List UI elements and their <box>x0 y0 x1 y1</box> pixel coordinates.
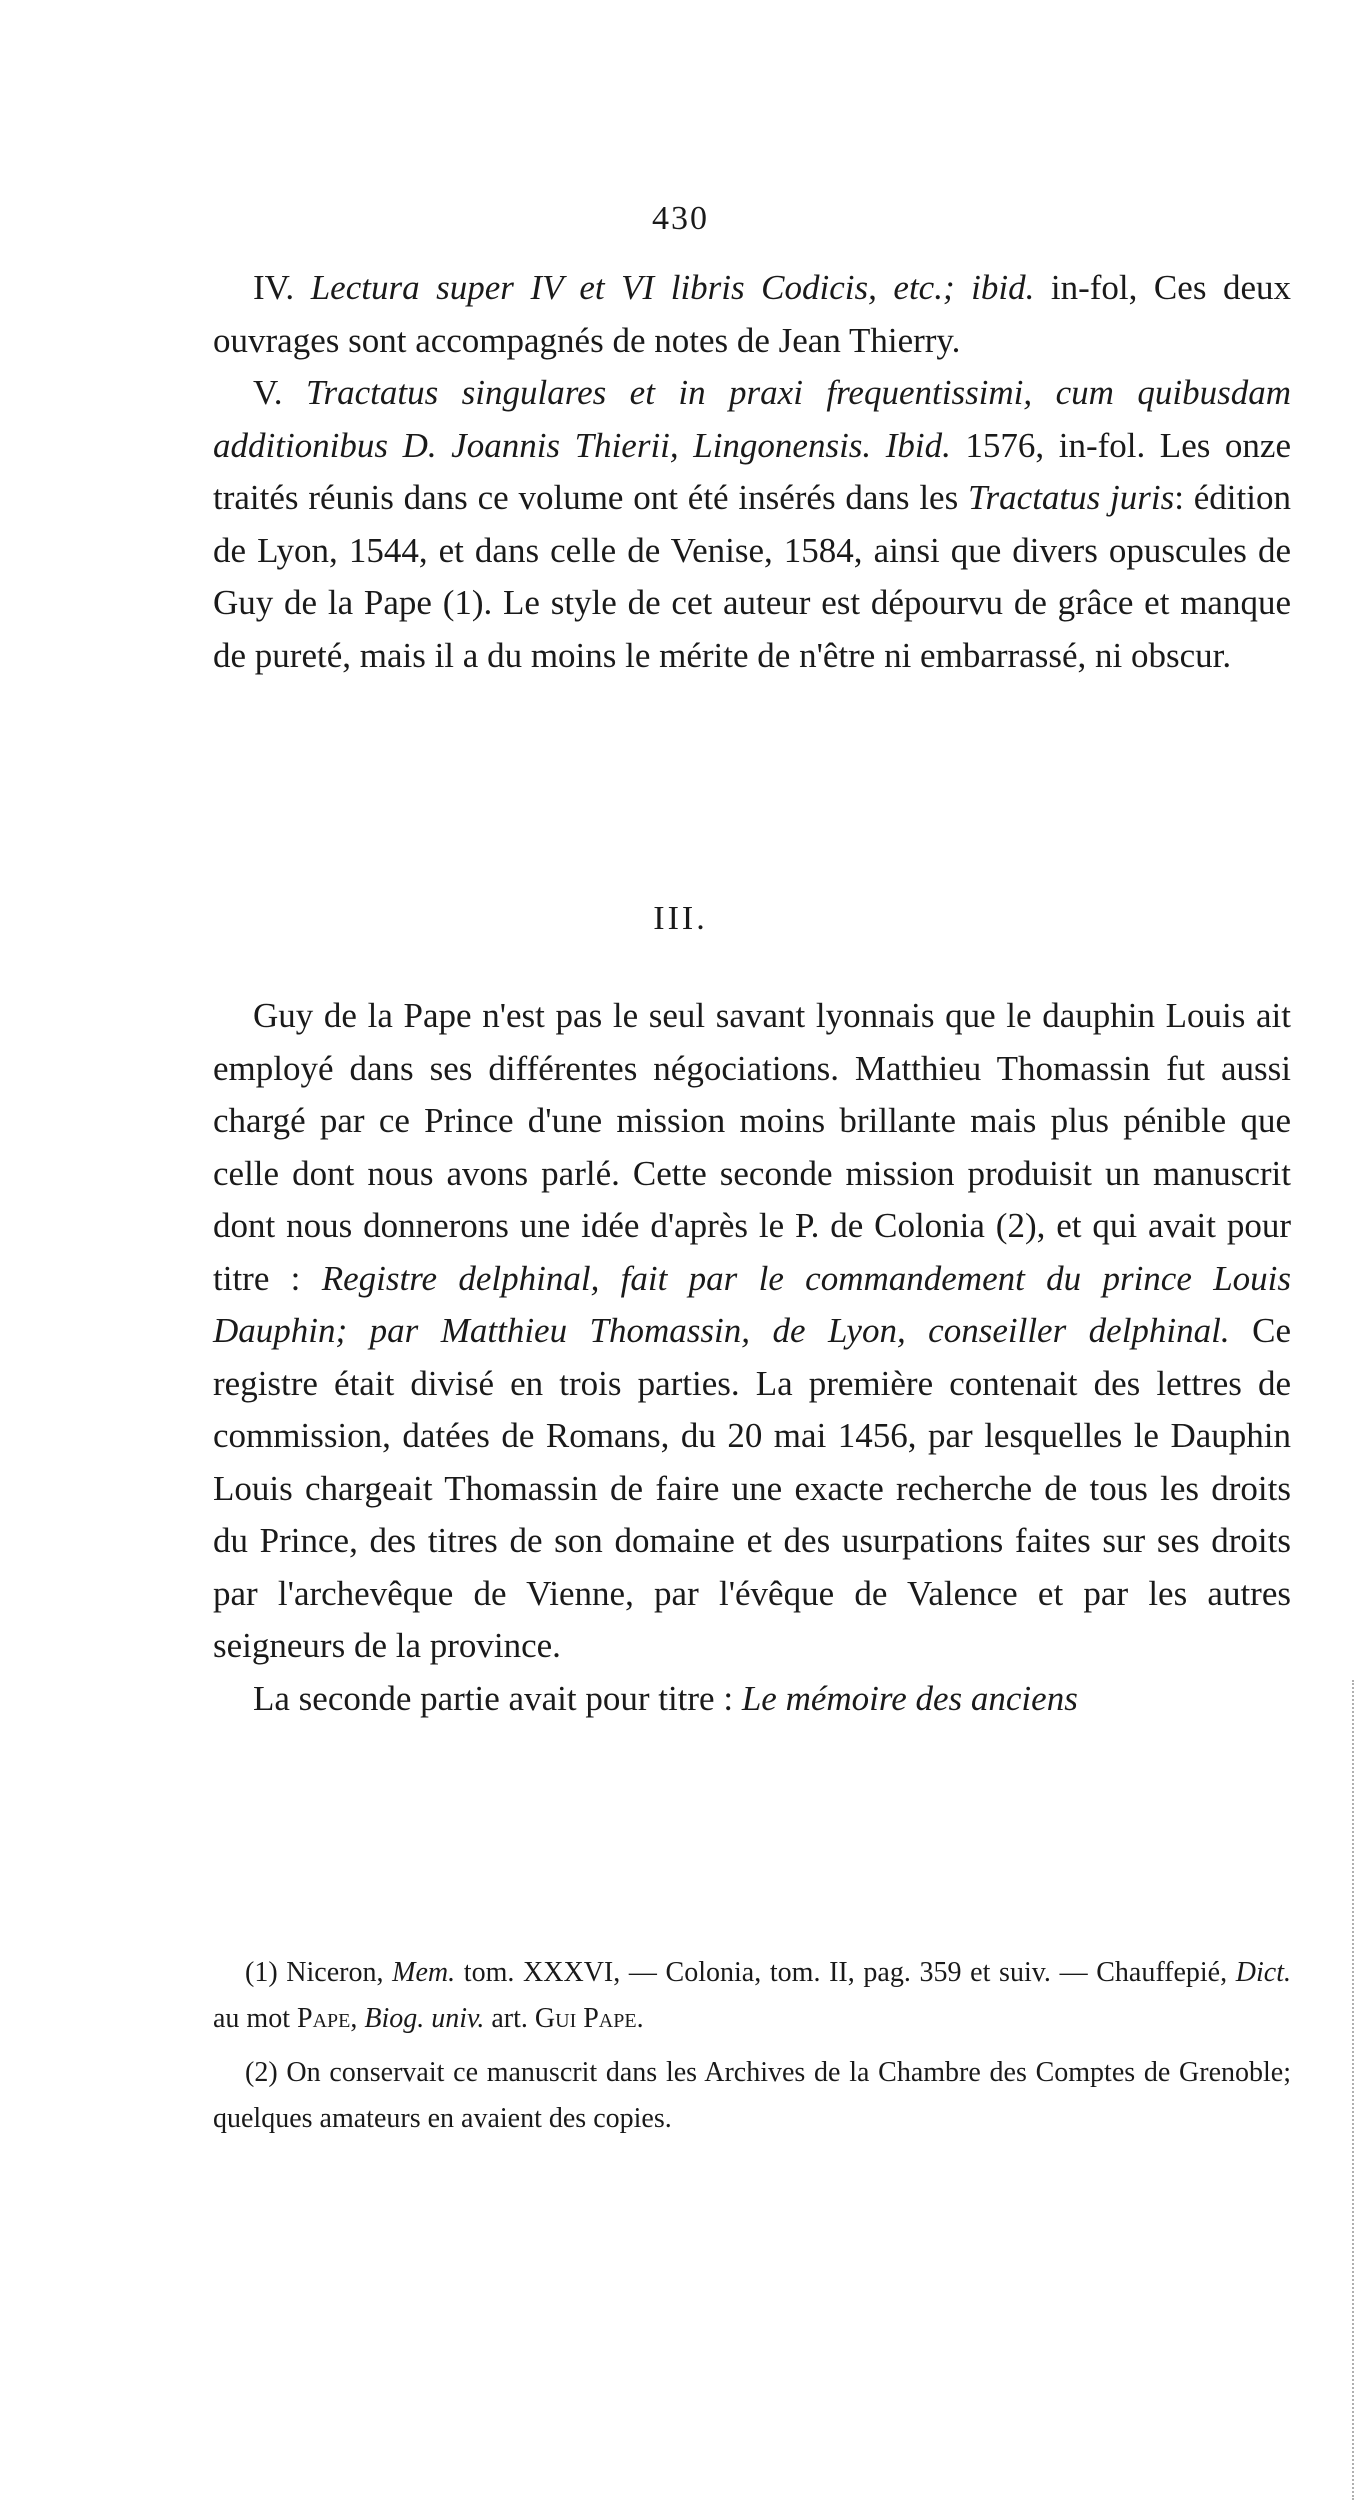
footnote-abbrev: Biog. univ. <box>364 2003 485 2034</box>
footnote-name: Pape <box>297 2003 351 2034</box>
footnote-name: Gui Pape <box>534 2003 637 2034</box>
item-text: in-fol, Ces deux ouvrages sont accompagnés de notes de Jean Thierry. <box>213 268 1292 360</box>
paragraph-text: La seconde partie avait pour titre : <box>253 1678 742 1718</box>
footnote-text: tom. XXXVI, — Colonia, tom. II, pag. 359 et suiv. — Chauffepié, <box>455 1957 1236 1988</box>
footnotes <box>213 1950 1291 2150</box>
manuscript-title: Le mémoire des anciens <box>741 1678 1078 1718</box>
footnote-text: (1) Niceron, <box>245 1957 393 1988</box>
work-title: Tractatus singulares et in praxi frequentissimi, cum quibusdam additionibus D. Joannis Thierii, Lingonensis. Ibid. <box>213 373 1291 465</box>
footnote-text: , <box>350 2003 365 2034</box>
item-numeral: IV. <box>253 268 295 307</box>
footnote-abbrev: Dict. <box>1235 1957 1291 1988</box>
footnote-2: (2) On conservait ce manuscrit dans les Archives de la Chambre des Comptes de Grenoble; quelques amateurs en avaient des copies. <box>213 2057 1291 2134</box>
work-title: Lectura super IV et VI libris Codicis, etc.; ibid. <box>310 268 1035 307</box>
paragraph-text: Guy de la Pape n'est pas le seul savant lyonnais que le dauphin Louis ait employé dans ses différentes négociations. Matthieu Thomassin fut aussi chargé par ce Prince d'une mission moins brillante mais plus pénible que celle dont nous avons parlé. Cette seconde mission produisit un manuscrit dont nous donnerons une idée d'après le P. de Colonia (2), et qui avait pour titre : <box>213 996 1291 1298</box>
footnote-text: art. <box>484 2003 535 2034</box>
bibliography-item-4 <box>213 262 1291 367</box>
bibliography-block <box>213 262 1291 682</box>
paragraph-text: Ce registre était divisé en trois parties. La première contenait des lettres de commission, datées de Romans, du 20 mai 1456, par lesquelles le Dauphin Louis chargeait Thomassin de faire une exacte recherche de tous les droits du Prince, des titres de son domaine et des usurpations faites sur ses droits par l'archevêque de Vienne, par l'évêque de Valence et par les autres seigneurs de la province. <box>213 1311 1291 1665</box>
page-number: 430 <box>652 200 709 237</box>
body-paragraph <box>213 990 1291 1673</box>
manuscript-title: Registre delphinal, fait par le commandement du prince Louis Dauphin; par Matthieu Thomassin, de Lyon, conseiller delphinal. <box>213 1258 1291 1350</box>
body-text <box>213 990 1291 1725</box>
margin-scan-mark <box>1352 1680 1354 2500</box>
footnote-text: . <box>636 2003 644 2034</box>
item-text: 1576, in-fol. Les onze traités réunis dans ce volume ont été insérés dans les <box>213 425 1291 517</box>
bibliography-item-5 <box>213 367 1291 682</box>
footnote-text: au mot <box>213 2003 297 2034</box>
footnote-abbrev: Mem. <box>392 1957 456 1988</box>
section-heading: III. <box>653 900 708 937</box>
body-paragraph <box>213 1673 1291 1726</box>
item-text: : édition de Lyon, 1544, et dans celle de Venise, 1584, ainsi que divers opuscules de Guy de la Pape (1). Le style de cet auteur est dépourvu de grâce et manque de pureté, mais il a du moins le mérite de n'être ni embarrassé, ni obscur. <box>213 478 1291 675</box>
footnote-1 <box>213 1950 1291 2042</box>
work-title: Tractatus juris <box>968 478 1175 517</box>
item-numeral: V. <box>253 373 283 412</box>
